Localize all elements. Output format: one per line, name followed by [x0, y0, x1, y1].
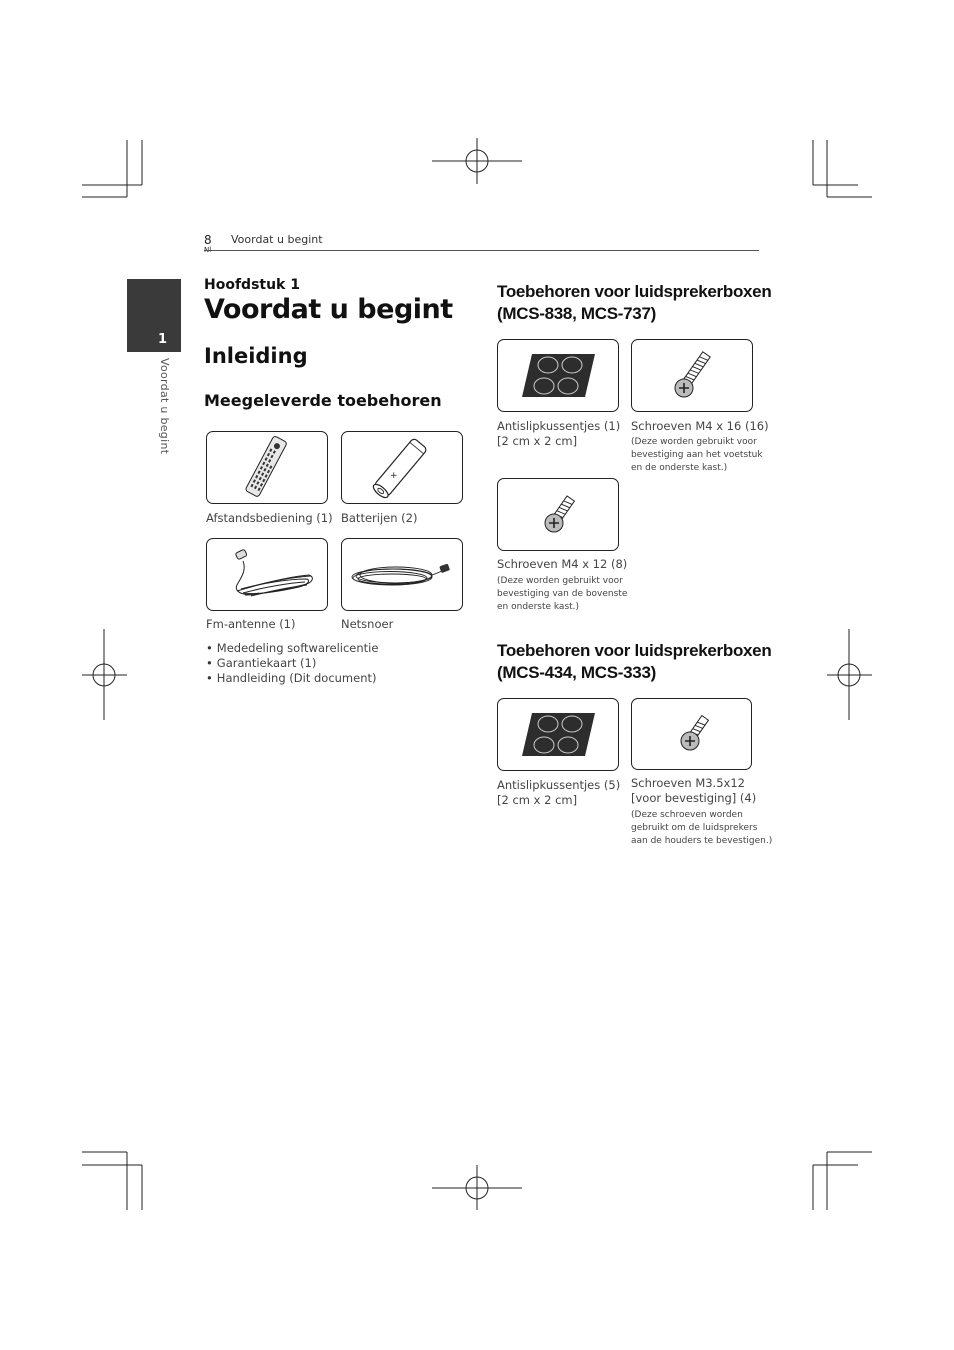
caption-line: [2 cm x 2 cm]: [497, 434, 578, 448]
pads-box-1: [497, 339, 619, 412]
fm-antenna-icon: [207, 539, 327, 610]
note-line: en de onderste kast.): [631, 463, 728, 473]
running-title: Voordat u begint: [231, 233, 323, 246]
item-power-cord-box: [341, 538, 463, 611]
note-line: en onderste kast.): [497, 602, 580, 612]
note-line: (Deze worden gebruikt voor: [497, 576, 623, 586]
anti-slip-pads-icon: [498, 699, 618, 770]
screw-m4x12-caption: Schroeven M4 x 12 (8): [497, 557, 628, 571]
screw-m4x16-caption: Schroeven M4 x 16 (16): [631, 419, 769, 433]
caption-line: Schroeven M3.5x12: [631, 776, 745, 790]
chapter-tab: [127, 279, 181, 352]
pads-caption-2: [497, 778, 620, 808]
screw-m4x12-box: [497, 478, 619, 551]
anti-slip-pads-icon: [498, 340, 618, 411]
item-fm-antenna-caption: Fm-antenne (1): [206, 617, 296, 631]
screw-icon: [632, 340, 752, 411]
page-number: 8: [204, 233, 212, 247]
battery-icon: [342, 432, 462, 503]
chapter-label: Hoofdstuk 1: [204, 277, 300, 293]
list-item: • Handleiding (Dit document): [206, 671, 378, 686]
speaker-accessories-heading-2: [497, 640, 771, 684]
header-rule: [204, 250, 759, 251]
included-items-list: [206, 641, 378, 686]
heading-line: (MCS-434, MCS-333): [497, 663, 656, 682]
section-heading: Inleiding: [204, 344, 308, 368]
chapter-tab-number: 1: [158, 332, 168, 347]
pads-box-2: [497, 698, 619, 771]
note-line: gebruikt om de luidsprekers: [631, 823, 758, 833]
heading-line: Toebehoren voor luidsprekerboxen: [497, 282, 772, 301]
item-remote-box: [206, 431, 328, 504]
item-batteries-box: [341, 431, 463, 504]
heading-line: Toebehoren voor luidsprekerboxen: [497, 641, 772, 660]
caption-line: Antislipkussentjes (5): [497, 778, 621, 792]
page-title: Voordat u begint: [204, 294, 453, 325]
caption-line: Antislipkussentjes (1): [497, 419, 621, 433]
pads-caption-1: [497, 419, 620, 449]
svg-text:+: +: [390, 471, 398, 481]
screw-m4x12-note: [497, 575, 627, 614]
item-remote-caption: Afstandsbediening (1): [206, 511, 333, 525]
note-line: (Deze schroeven worden: [631, 810, 743, 820]
screw-m35x12-caption: [631, 776, 756, 806]
screw-m4x16-note: [631, 436, 763, 475]
screw-icon: [632, 699, 751, 769]
remote-control-icon: [207, 432, 327, 503]
caption-line: [voor bevestiging] (4): [631, 791, 757, 805]
note-line: aan de houders te bevestigen.): [631, 836, 773, 846]
power-cord-icon: [342, 539, 462, 610]
screw-icon: [498, 479, 618, 550]
subsection-heading: Meegeleverde toebehoren: [204, 391, 442, 410]
screw-m35x12-box: [631, 698, 752, 770]
speaker-accessories-heading-1: [497, 281, 771, 325]
item-batteries-caption: Batterijen (2): [341, 511, 418, 525]
chapter-tab-label: Voordat u begint: [158, 358, 171, 455]
note-line: (Deze worden gebruikt voor: [631, 437, 757, 447]
note-line: bevestiging aan het voetstuk: [631, 450, 763, 460]
screw-m4x16-box: [631, 339, 753, 412]
screw-m35x12-note: [631, 809, 772, 848]
caption-line: [2 cm x 2 cm]: [497, 793, 578, 807]
item-power-cord-caption: Netsnoer: [341, 617, 394, 631]
list-item: • Garantiekaart (1): [206, 656, 378, 671]
heading-line: (MCS-838, MCS-737): [497, 304, 656, 323]
note-line: bevestiging van de bovenste: [497, 589, 628, 599]
list-item: • Mededeling softwarelicentie: [206, 641, 378, 656]
item-fm-antenna-box: [206, 538, 328, 611]
